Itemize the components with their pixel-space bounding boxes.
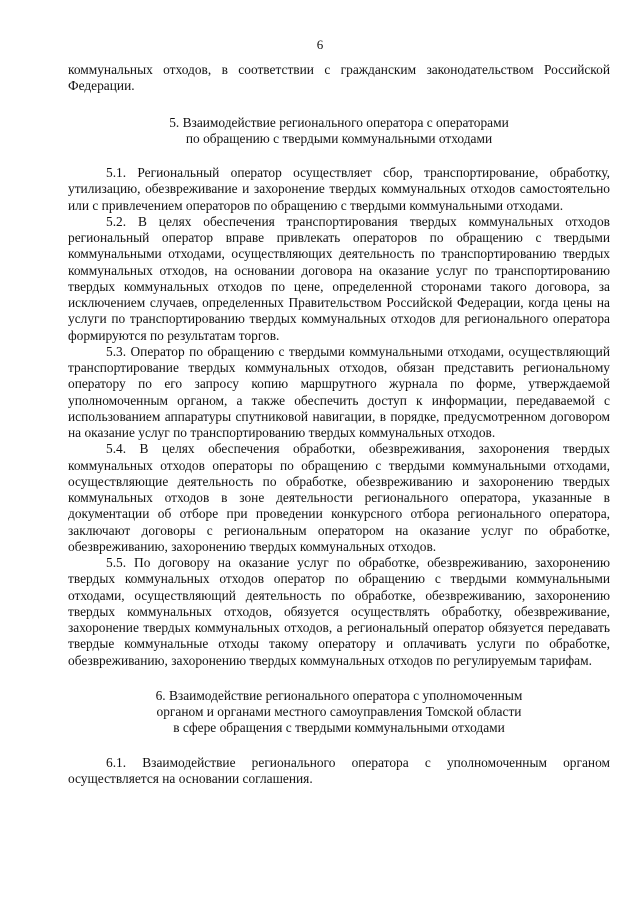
document-body: [68, 62, 610, 787]
section-6-heading-line: органом и органами местного самоуправления Томской области: [156, 704, 522, 719]
section-5-heading-line: 5. Взаимодействие регионального оператора с операторами: [169, 114, 509, 130]
section-6-heading: [68, 688, 610, 737]
paragraph-6-1: 6.1. Взаимодействие регионального оператора с уполномоченным органом осуществляется на основании соглашения.: [68, 754, 610, 786]
section-6-heading-line: 6. Взаимодействие регионального оператора с уполномоченным: [155, 687, 523, 703]
paragraph-5-2: 5.2. В целях обеспечения транспортирования твердых коммунальных отходов региональный оператор вправе привлекать операторов по обращению с твердыми коммунальными отходами, осуществляющих деятельность по транспортированию твердых коммунальных отходов, на основании договора на оказание услуг по транспортированию твердых коммунальных отходов по цене, определенной сторонами такого договора, за исключением случаев, определенных Правительством Российской Федерации, когда цены на услуги по транспортированию твердых коммунальных отходов для регионального оператора формируются по результатам торгов.: [68, 213, 610, 343]
section-6-heading-line: в сфере обращения с твердыми коммунальными отходами: [173, 720, 505, 736]
section-5-heading: [68, 115, 610, 148]
paragraph-5-4: 5.4. В целях обеспечения обработки, обезвреживания, захоронения твердых коммунальных отходов операторы по обращению с твердыми коммунальными отходами, осуществляющие деятельность по обработке, обезвреживанию и захоронению твердых коммунальных отходов в зоне деятельности регионального оператора, указанные в документации об отборе при проведении конкурсного отбора регионального оператора, заключают договоры с региональным оператором на оказание услуг по обработке, обезвреживанию, захоронению твердых коммунальных отходов.: [68, 441, 610, 554]
continuation-paragraph: коммунальных отходов, в соответствии с гражданским законодательством Российской Федерации.: [68, 62, 610, 94]
paragraph-5-3: 5.3. Оператор по обращению с твердыми коммунальными отходами, осуществляющий транспортирование твердых коммунальных отходов, обязан представить региональному оператору по его запросу копию маршрутного журнала по форме, утверждаемой уполномоченным органом, а также обеспечить доступ к информации, передаваемой с использованием аппаратуры спутниковой навигации, в порядке, предусмотренном договором на оказание услуг по транспортированию твердых коммунальных отходов.: [68, 343, 610, 440]
paragraph-5-5: 5.5. По договору на оказание услуг по обработке, обезвреживанию, захоронению твердых коммунальных отходов оператор по обращению с твердыми коммунальными отходами, осуществляющий деятельность по обработке, обезвреживанию, захоронению твердых коммунальных отходов, обязуется осуществлять обработку, обезвреживание, захоронение твердых коммунальных отходов, а региональный оператор обязуется передавать твердые коммунальные отходы такому оператору и оплачивать услуги по обработке, обезвреживанию, захоронению твердых коммунальных отходов по регулируемым тарифам.: [68, 555, 610, 668]
section-6-body: [68, 755, 610, 788]
paragraph-5-1: 5.1. Региональный оператор осуществляет сбор, транспортирование, обработку, утилизацию, обезвреживание и захоронение твердых коммунальных отходов самостоятельно или с привлечением операторов по обращению с твердыми коммунальными отходами.: [68, 165, 610, 213]
page-number: 6: [316, 37, 324, 52]
section-5-body: [68, 165, 610, 669]
section-5-heading-line: по обращению с твердыми коммунальными отходами: [185, 130, 493, 146]
